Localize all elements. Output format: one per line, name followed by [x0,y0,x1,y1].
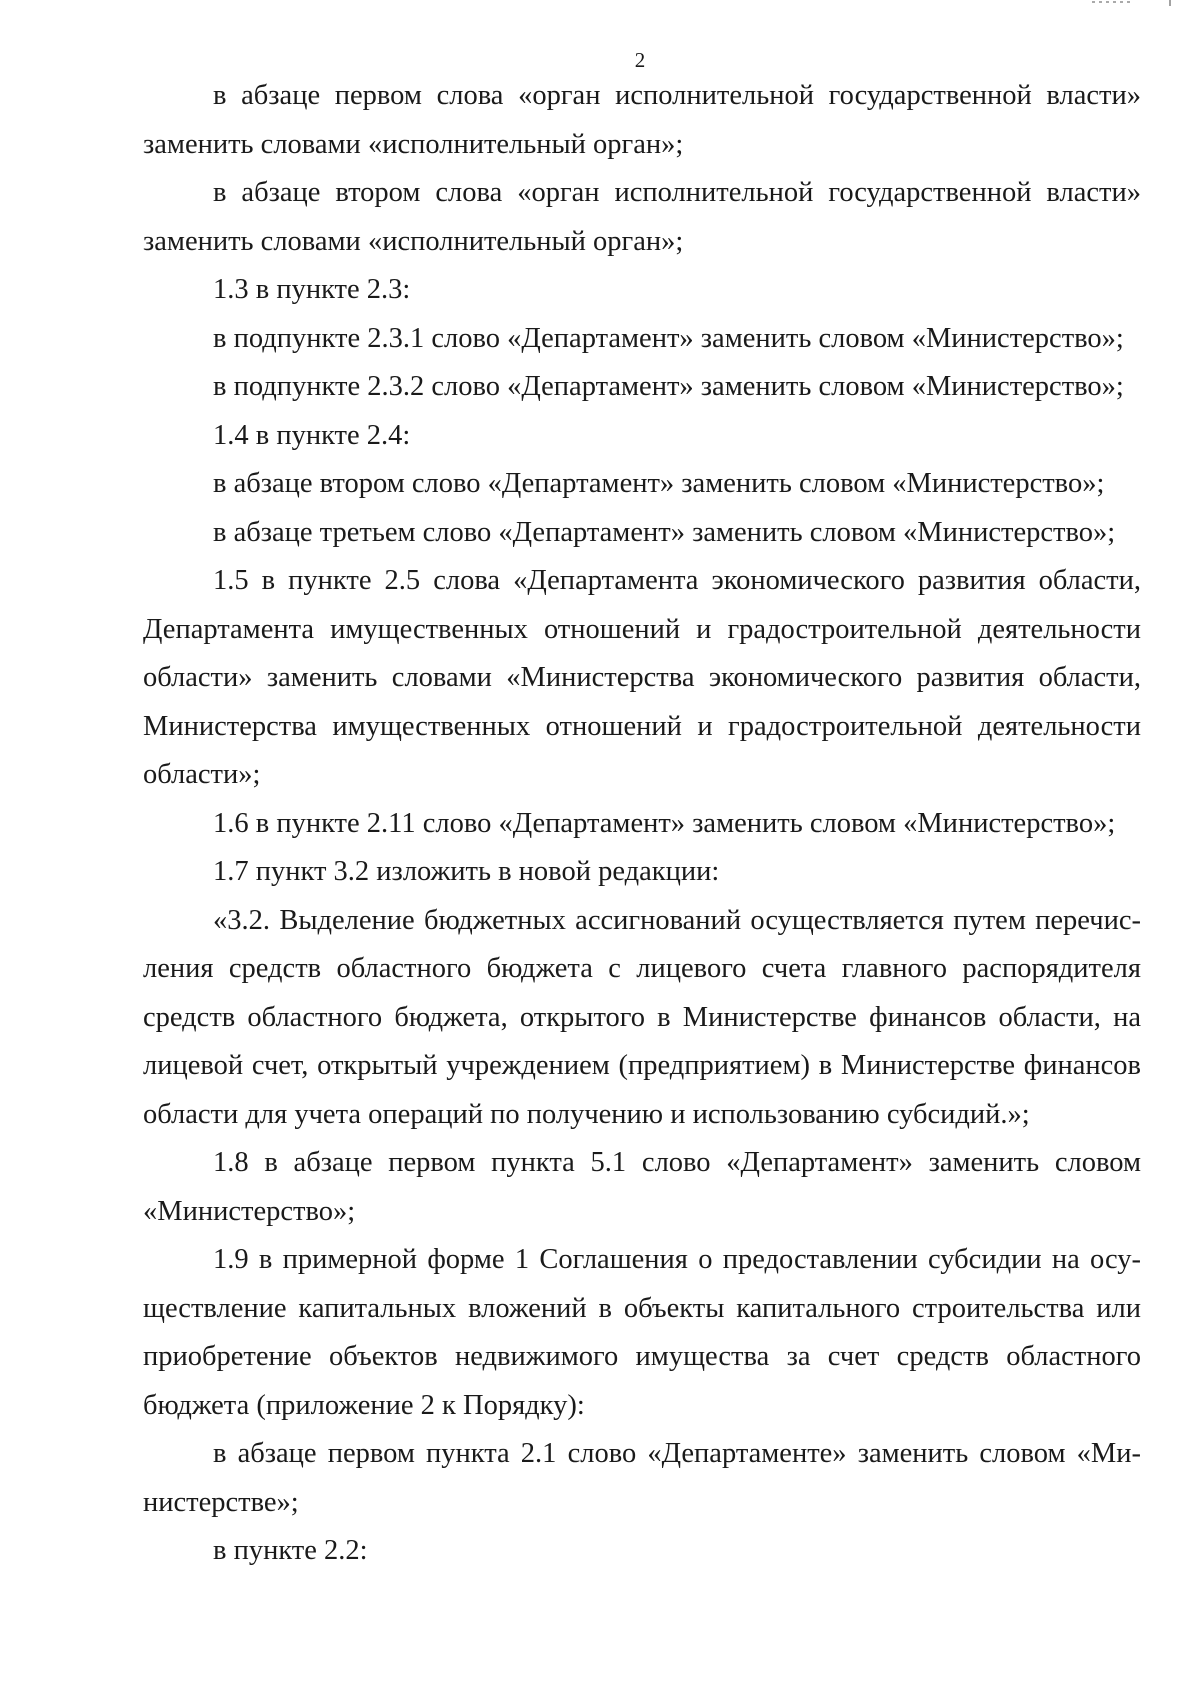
paragraph: в абзаце втором слова «орган исполнительной государственной власти» заменить словами «исполнительный орган»; [143,177,1141,257]
paragraph: 1.6 в пункте 2.11 слово «Департамент» заменить словом «Министерство»; [213,807,1116,839]
paragraph: в абзаце втором слово «Департамент» заменить словом «Министерство»; [213,468,1105,499]
paragraph: 1.7 пункт 3.2 изложить в новой редакции: [213,856,720,887]
document-body [143,72,1141,1576]
paragraph: 1.4 в пункте 2.4: [213,419,411,451]
paragraph: в абзаце первом пункта 2.1 слово «Департаменте» заменить словом «Министерстве»; [143,1438,1141,1518]
paragraph: 1.3 в пункте 2.3: [213,274,411,305]
paragraph: 1.8 в абзаце первом пункта 5.1 слово «Департамент» заменить словом «Министерство»; [143,1147,1141,1227]
paragraph: 1.9 в примерной форме 1 Соглашения о предоставлении субсидии на осуществление капитальных вложений в объекты капитального строительства или приобретение объектов недвижимого имущества за счет средств областного бюджета (приложение 2 к Порядку): [143,1244,1141,1421]
scan-edge-mark [1062,0,1182,6]
paragraph: в абзаце первом слова «орган исполнительной государственной власти» заменить словами «исполнительный орган»; [143,80,1141,160]
paragraph: 1.5 в пункте 2.5 слова «Департамента экономического развития области, Департамента имущественных отношений и градостроительной деятельности области» заменить словами «Министерства экономического развития области, Министерства имущественных отношений и градостроительной деятельности области»; [143,565,1141,790]
paragraph: «3.2. Выделение бюджетных ассигнований осуществляется путем перечисления средств областного бюджета с лицевого счета главного распорядителя средств областного бюджета, открытого в Министерстве финансов области, на лицевой счет, открытый учреждением (предприятием) в Министерстве финансов области для учета операций по получению и использованию субсидий.»; [143,904,1141,1130]
paragraph: в подпункте 2.3.1 слово «Департамент» заменить словом «Министерство»; [213,322,1124,354]
paragraph: в абзаце третьем слово «Департамент» заменить словом «Министерство»; [213,516,1116,548]
page-number: 2 [634,48,646,72]
paragraph: в подпункте 2.3.2 слово «Департамент» заменить словом «Министерство»; [213,371,1124,402]
paragraph: в пункте 2.2: [213,1535,368,1566]
